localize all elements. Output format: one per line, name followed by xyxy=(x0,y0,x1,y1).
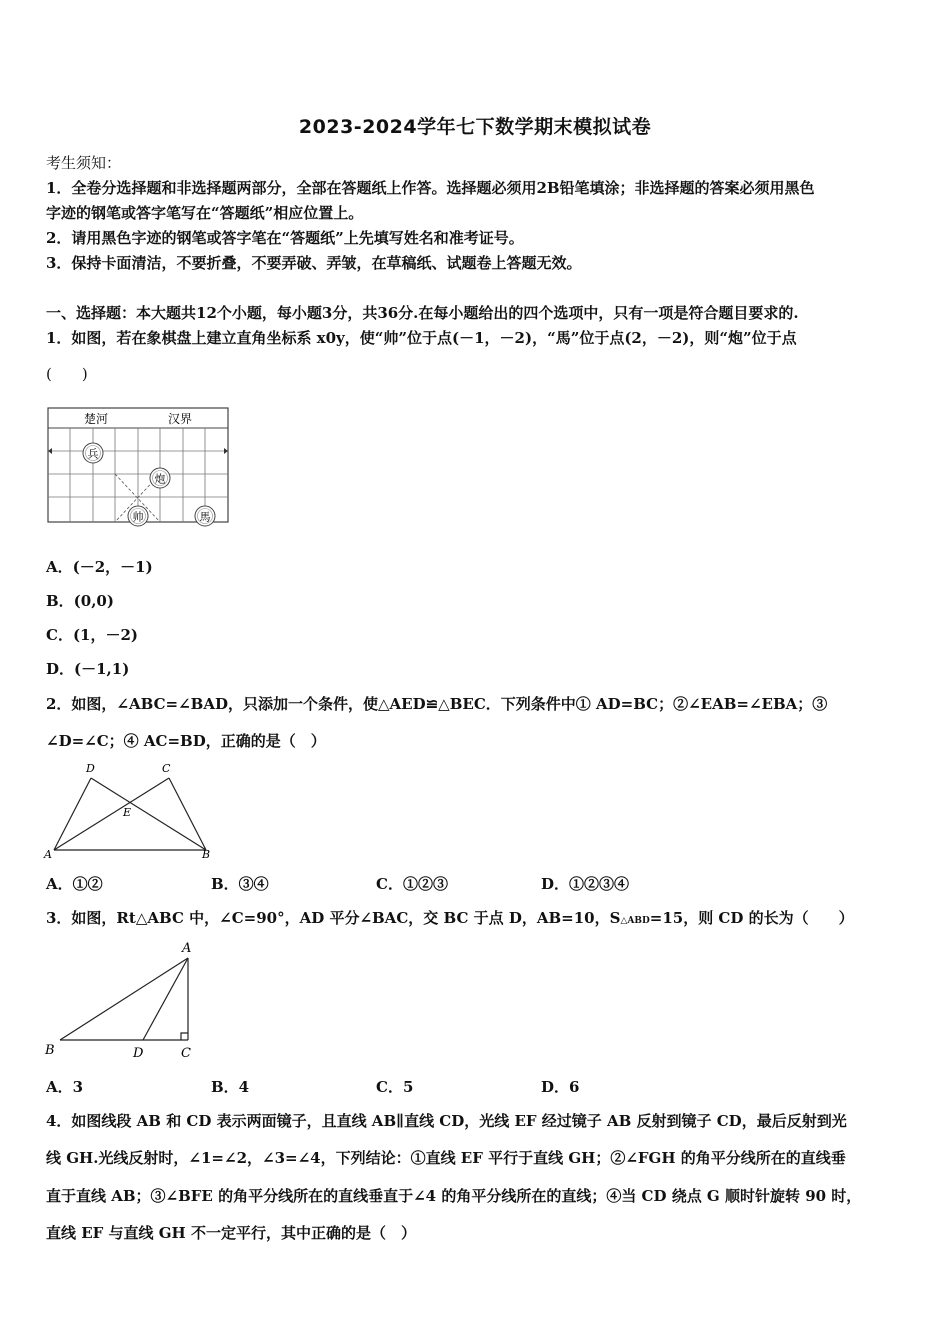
q1-option-c[interactable]: C．(1，－2) xyxy=(46,626,139,644)
q3-option-c[interactable]: C．5 xyxy=(376,1078,414,1096)
point-c-label: C xyxy=(162,762,171,775)
page-title: 2023-2024学年七下数学期末模拟试卷 xyxy=(298,116,652,138)
tri-point-c-label: C xyxy=(181,1046,191,1061)
q2-option-d[interactable]: D．①②③④ xyxy=(541,875,630,893)
question-4-text-cont: 直于直线 AB；③∠BFE 的角平分线所在的直线垂直于∠4 的角平分线所在的直线；④当 CD 绕点 G 顺时针旋转 90 时， xyxy=(46,1187,862,1205)
q3-option-a[interactable]: A．3 xyxy=(46,1078,84,1096)
q3-options xyxy=(46,1076,906,1098)
q1-option-d[interactable]: D．(－1,1) xyxy=(46,660,130,678)
river-left-label: 楚河 xyxy=(84,412,109,426)
piece-shuai: 帅 xyxy=(132,510,144,524)
notice-heading: 考生须知： xyxy=(46,154,122,172)
question-4-text: 4．如图线段 AB 和 CD 表示两面镜子，且直线 AB∥直线 CD，光线 EF 经过镜子 AB 反射到镜子 CD，最后反射到光 xyxy=(46,1112,847,1130)
tri-point-b-label: B xyxy=(45,1043,55,1058)
chess-board-figure xyxy=(44,404,234,530)
point-e-label: E xyxy=(123,806,132,819)
q2-option-a[interactable]: A．①② xyxy=(46,875,103,893)
piece-ma: 馬 xyxy=(199,510,211,524)
tri-point-d-label: D xyxy=(133,1046,144,1061)
q3-text-after: =15，则 CD 的长为（ ） xyxy=(649,909,854,927)
q1-option-b[interactable]: B．(0,0) xyxy=(46,592,114,610)
point-b-label: B xyxy=(202,848,211,861)
notice-item: 2．请用黑色字迹的钢笔或答字笔在“答题纸”上先填写姓名和准考证号。 xyxy=(46,229,524,247)
q2-option-c[interactable]: C．①②③ xyxy=(376,875,448,893)
q3-text-before: 3．如图，Rt△ABC 中，∠C=90°，AD 平分∠BAC，交 BC 于点 D，AB=10，S xyxy=(46,909,621,927)
notice-item: 3．保持卡面清洁，不要折叠，不要弄破、弄皱，在草稿纸、试题卷上答题无效。 xyxy=(46,254,582,272)
piece-bing: 兵 xyxy=(87,447,99,461)
question-3-text xyxy=(46,907,906,928)
question-1-blank: ( ) xyxy=(46,365,88,383)
question-1-text: 1．如图，若在象棋盘上建立直角坐标系 x0y，使“帅”位于点(－1，－2)，“馬”位于点(2，－2)，则“炮”位于点 xyxy=(46,329,797,347)
section-heading: 一、选择题：本大题共12个小题，每小题3分，共36分.在每小题给出的四个选项中，只有一项是符合题目要求的. xyxy=(46,304,799,322)
q1-option-a[interactable]: A．(－2，－1) xyxy=(46,558,153,576)
tri-point-a-label: A xyxy=(182,941,192,956)
right-triangle-figure xyxy=(40,934,210,1064)
piece-pao: 炮 xyxy=(154,472,166,486)
quadrilateral-figure xyxy=(40,758,220,863)
question-2-text-cont: ∠D=∠C；④ AC=BD，正确的是（ ） xyxy=(46,732,326,750)
question-2-text: 2．如图，∠ABC=∠BAD，只添加一个条件，使△AED≌△BEC．下列条件中① AD=BC；②∠EAB=∠EBA；③ xyxy=(46,695,828,713)
river-right-label: 汉界 xyxy=(168,412,193,426)
q2-options xyxy=(46,873,906,895)
q2-option-b[interactable]: B．③④ xyxy=(211,875,269,893)
notice-item: 1．全卷分选择题和非选择题两部分，全部在答题纸上作答。选择题必须用2B铅笔填涂；非选择题的答案必须用黑色 xyxy=(46,179,815,197)
notice-item: 字迹的钢笔或答字笔写在“答题纸”相应位置上。 xyxy=(46,204,364,222)
point-d-label: D xyxy=(86,762,95,775)
point-a-label: A xyxy=(44,848,52,861)
question-4-text-cont: 线 GH.光线反射时，∠1=∠2，∠3=∠4，下列结论：①直线 EF 平行于直线 GH；②∠FGH 的角平分线所在的直线垂 xyxy=(46,1149,846,1167)
q3-option-d[interactable]: D．6 xyxy=(541,1078,580,1096)
q3-option-b[interactable]: B．4 xyxy=(211,1078,250,1096)
question-4-text-cont: 直线 EF 与直线 GH 不一定平行，其中正确的是（ ） xyxy=(46,1224,416,1242)
q3-area-subscript: △ABD xyxy=(620,916,650,926)
